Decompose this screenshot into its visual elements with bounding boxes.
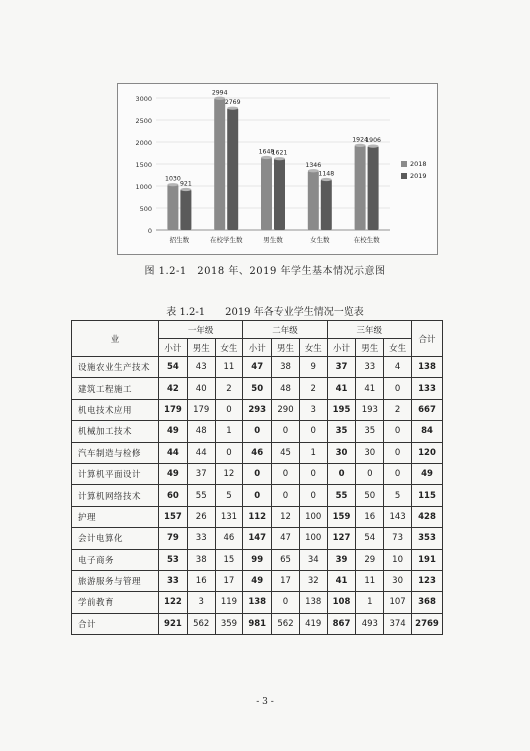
table-header-row-grades	[72, 321, 443, 339]
bar-cap	[214, 97, 225, 100]
value-cell: 33	[356, 357, 384, 378]
value-cell: 2	[215, 378, 243, 399]
bar-chart	[117, 83, 438, 255]
row-total-cell: 115	[412, 485, 443, 506]
value-cell: 0	[384, 442, 412, 463]
value-cell: 30	[356, 442, 384, 463]
value-cell: 55	[187, 485, 215, 506]
sub-header-subtotal: 小计	[243, 339, 272, 357]
value-cell: 147	[243, 528, 272, 549]
figure-caption: 图 1.2-1 2018 年、2019 年学生基本情况示意图	[144, 266, 386, 277]
sub-header-subtotal: 小计	[327, 339, 356, 357]
value-cell: 0	[215, 442, 243, 463]
row-total-cell: 123	[412, 570, 443, 591]
value-cell: 0	[384, 421, 412, 442]
table-row	[72, 421, 443, 442]
legend-swatch	[401, 161, 407, 167]
value-cell: 143	[384, 506, 412, 527]
major-name-cell: 会计电算化	[72, 528, 159, 549]
value-cell: 37	[187, 463, 215, 484]
major-name-cell: 汽车制造与检修	[72, 442, 159, 463]
value-cell: 119	[215, 592, 243, 613]
value-cell: 41	[356, 378, 384, 399]
value-cell: 48	[187, 421, 215, 442]
row-total-cell: 120	[412, 442, 443, 463]
value-cell: 17	[215, 570, 243, 591]
bar-cap	[368, 145, 379, 148]
row-total-cell: 2769	[412, 613, 443, 634]
major-name-cell: 旅游服务与管理	[72, 570, 159, 591]
x-tick-label: 女生数	[310, 236, 330, 244]
value-cell: 419	[299, 613, 327, 634]
value-cell: 55	[327, 485, 356, 506]
bar	[214, 98, 225, 230]
bar-cap	[167, 183, 178, 186]
value-cell: 54	[159, 357, 188, 378]
value-cell: 0	[299, 463, 327, 484]
value-cell: 108	[327, 592, 356, 613]
value-cell: 138	[243, 592, 272, 613]
value-cell: 1	[299, 442, 327, 463]
value-cell: 3	[299, 399, 327, 420]
grade-header-1: 一年级	[159, 321, 243, 339]
value-cell: 49	[159, 463, 188, 484]
value-cell: 39	[327, 549, 356, 570]
major-name-cell: 合计	[72, 613, 159, 634]
value-cell: 49	[243, 570, 272, 591]
bar	[274, 159, 285, 230]
bar-cap	[355, 144, 366, 147]
value-cell: 493	[356, 613, 384, 634]
value-cell: 100	[299, 528, 327, 549]
value-cell: 33	[159, 570, 188, 591]
value-cell: 5	[215, 485, 243, 506]
value-cell: 921	[159, 613, 188, 634]
value-cell: 38	[272, 357, 300, 378]
table-body	[72, 357, 443, 635]
table-row	[72, 442, 443, 463]
row-total-cell: 84	[412, 421, 443, 442]
x-tick-label: 男生数	[263, 236, 283, 244]
value-cell: 0	[243, 421, 272, 442]
bar	[180, 189, 191, 230]
row-total-cell: 191	[412, 549, 443, 570]
table-row	[72, 570, 443, 591]
bar	[368, 146, 379, 230]
data-label: 1924	[352, 136, 368, 144]
value-cell: 359	[215, 613, 243, 634]
bar-cap	[274, 157, 285, 160]
value-cell: 122	[159, 592, 188, 613]
data-label: 1346	[305, 161, 322, 169]
value-cell: 30	[327, 442, 356, 463]
value-cell: 46	[215, 528, 243, 549]
value-cell: 0	[384, 463, 412, 484]
bar	[321, 179, 332, 230]
y-tick-label: 2000	[135, 139, 152, 147]
value-cell: 60	[159, 485, 188, 506]
value-cell: 290	[272, 399, 300, 420]
value-cell: 54	[356, 528, 384, 549]
value-cell: 3	[187, 592, 215, 613]
sub-header-male: 男生	[272, 339, 300, 357]
value-cell: 193	[356, 399, 384, 420]
sub-header-male: 男生	[187, 339, 215, 357]
value-cell: 112	[243, 506, 272, 527]
value-cell: 867	[327, 613, 356, 634]
table-row	[72, 485, 443, 506]
value-cell: 37	[327, 357, 356, 378]
value-cell: 9	[299, 357, 327, 378]
table-row	[72, 378, 443, 399]
data-label: 2769	[224, 99, 241, 107]
value-cell: 11	[356, 570, 384, 591]
value-cell: 179	[159, 399, 188, 420]
table-row	[72, 613, 443, 634]
value-cell: 1	[215, 421, 243, 442]
value-cell: 26	[187, 506, 215, 527]
bar-cap	[308, 169, 319, 172]
value-cell: 0	[272, 463, 300, 484]
value-cell: 4	[384, 357, 412, 378]
y-tick-label: 1000	[135, 183, 152, 191]
value-cell: 0	[384, 378, 412, 399]
value-cell: 1	[356, 592, 384, 613]
sub-header-female: 女生	[215, 339, 243, 357]
value-cell: 100	[299, 506, 327, 527]
sub-header-female: 女生	[384, 339, 412, 357]
table-row	[72, 506, 443, 527]
value-cell: 44	[159, 442, 188, 463]
legend-swatch	[401, 173, 407, 179]
major-name-cell: 机械加工技术	[72, 421, 159, 442]
value-cell: 0	[272, 485, 300, 506]
sub-header-male: 男生	[356, 339, 384, 357]
table-caption: 表 1.2-1 2019 年各专业学生情况一览表	[166, 307, 364, 318]
bar-cap	[180, 188, 191, 191]
table-row	[72, 357, 443, 378]
value-cell: 293	[243, 399, 272, 420]
bar-chart-svg	[118, 84, 437, 254]
value-cell: 0	[299, 421, 327, 442]
bar	[261, 157, 272, 230]
value-cell: 35	[327, 421, 356, 442]
value-cell: 73	[384, 528, 412, 549]
grade-header-2: 二年级	[243, 321, 327, 339]
value-cell: 65	[272, 549, 300, 570]
row-total-cell: 133	[412, 378, 443, 399]
value-cell: 50	[243, 378, 272, 399]
value-cell: 29	[356, 549, 384, 570]
value-cell: 49	[159, 421, 188, 442]
value-cell: 47	[243, 357, 272, 378]
value-cell: 0	[299, 485, 327, 506]
value-cell: 34	[299, 549, 327, 570]
value-cell: 42	[159, 378, 188, 399]
value-cell: 30	[384, 570, 412, 591]
value-cell: 179	[187, 399, 215, 420]
value-cell: 41	[327, 378, 356, 399]
y-tick-label: 1500	[135, 161, 152, 169]
value-cell: 38	[187, 549, 215, 570]
major-statistics-table	[71, 320, 443, 635]
data-label: 1148	[318, 170, 335, 178]
major-name-cell: 计算机网络技术	[72, 485, 159, 506]
value-cell: 79	[159, 528, 188, 549]
value-cell: 374	[384, 613, 412, 634]
value-cell: 50	[356, 485, 384, 506]
value-cell: 10	[384, 549, 412, 570]
value-cell: 138	[299, 592, 327, 613]
major-name-cell: 机电技术应用	[72, 399, 159, 420]
major-name-cell: 计算机平面设计	[72, 463, 159, 484]
value-cell: 35	[356, 421, 384, 442]
value-cell: 16	[187, 570, 215, 591]
value-cell: 2	[384, 399, 412, 420]
legend-label: 2019	[410, 172, 427, 180]
data-label: 1906	[365, 137, 381, 145]
bar	[308, 171, 319, 230]
value-cell: 107	[384, 592, 412, 613]
value-cell: 53	[159, 549, 188, 570]
bar-cap	[261, 156, 272, 159]
y-tick-label: 0	[147, 227, 152, 235]
value-cell: 40	[187, 378, 215, 399]
value-cell: 131	[215, 506, 243, 527]
value-cell: 11	[215, 357, 243, 378]
data-label: 921	[179, 180, 192, 188]
y-tick-label: 3000	[135, 95, 152, 103]
major-name-cell: 学前教育	[72, 592, 159, 613]
data-label: 2994	[211, 89, 228, 97]
value-cell: 0	[356, 463, 384, 484]
value-cell: 0	[215, 399, 243, 420]
value-cell: 41	[327, 570, 356, 591]
value-cell: 47	[272, 528, 300, 549]
data-label: 1621	[271, 149, 288, 157]
value-cell: 33	[187, 528, 215, 549]
value-cell: 562	[272, 613, 300, 634]
value-cell: 44	[187, 442, 215, 463]
value-cell: 99	[243, 549, 272, 570]
x-tick-label: 在校生数	[353, 236, 380, 244]
x-tick-label: 在校学生数	[209, 236, 243, 244]
value-cell: 0	[272, 421, 300, 442]
value-cell: 12	[272, 506, 300, 527]
table-row	[72, 528, 443, 549]
major-name-cell: 电子商务	[72, 549, 159, 570]
y-tick-label: 500	[139, 205, 152, 213]
value-cell: 45	[272, 442, 300, 463]
value-cell: 15	[215, 549, 243, 570]
grade-header-3: 三年级	[327, 321, 411, 339]
data-label: 1648	[258, 148, 275, 156]
legend-label: 2018	[410, 160, 427, 168]
data-label: 1030	[165, 175, 181, 183]
value-cell: 157	[159, 506, 188, 527]
bar-cap	[227, 107, 238, 110]
value-cell: 159	[327, 506, 356, 527]
value-cell: 0	[243, 485, 272, 506]
table-row	[72, 463, 443, 484]
value-cell: 46	[243, 442, 272, 463]
value-cell: 127	[327, 528, 356, 549]
major-name-cell: 护理	[72, 506, 159, 527]
page-number: - 3 -	[256, 697, 274, 707]
value-cell: 195	[327, 399, 356, 420]
value-cell: 48	[272, 378, 300, 399]
value-cell: 981	[243, 613, 272, 634]
x-tick-label: 招生数	[169, 236, 190, 244]
y-tick-label: 2500	[135, 117, 152, 125]
sub-header-female: 女生	[299, 339, 327, 357]
value-cell: 0	[327, 463, 356, 484]
value-cell: 17	[272, 570, 300, 591]
table-row	[72, 549, 443, 570]
bar	[167, 185, 178, 230]
value-cell: 0	[243, 463, 272, 484]
table-row	[72, 399, 443, 420]
value-cell: 12	[215, 463, 243, 484]
value-cell: 0	[272, 592, 300, 613]
value-cell: 2	[299, 378, 327, 399]
major-name-cell: 设施农业生产技术	[72, 357, 159, 378]
row-total-cell: 138	[412, 357, 443, 378]
bar	[355, 145, 366, 230]
row-total-cell: 428	[412, 506, 443, 527]
value-cell: 32	[299, 570, 327, 591]
table-row	[72, 592, 443, 613]
major-name-cell: 建筑工程施工	[72, 378, 159, 399]
row-total-cell: 368	[412, 592, 443, 613]
row-total-cell: 49	[412, 463, 443, 484]
value-cell: 16	[356, 506, 384, 527]
value-cell: 5	[384, 485, 412, 506]
total-header: 合计	[412, 321, 443, 357]
row-total-cell: 353	[412, 528, 443, 549]
value-cell: 43	[187, 357, 215, 378]
corner-header: 业	[72, 321, 159, 357]
bar	[227, 108, 238, 230]
sub-header-subtotal: 小计	[159, 339, 188, 357]
row-total-cell: 667	[412, 399, 443, 420]
value-cell: 562	[187, 613, 215, 634]
bar-cap	[321, 178, 332, 181]
